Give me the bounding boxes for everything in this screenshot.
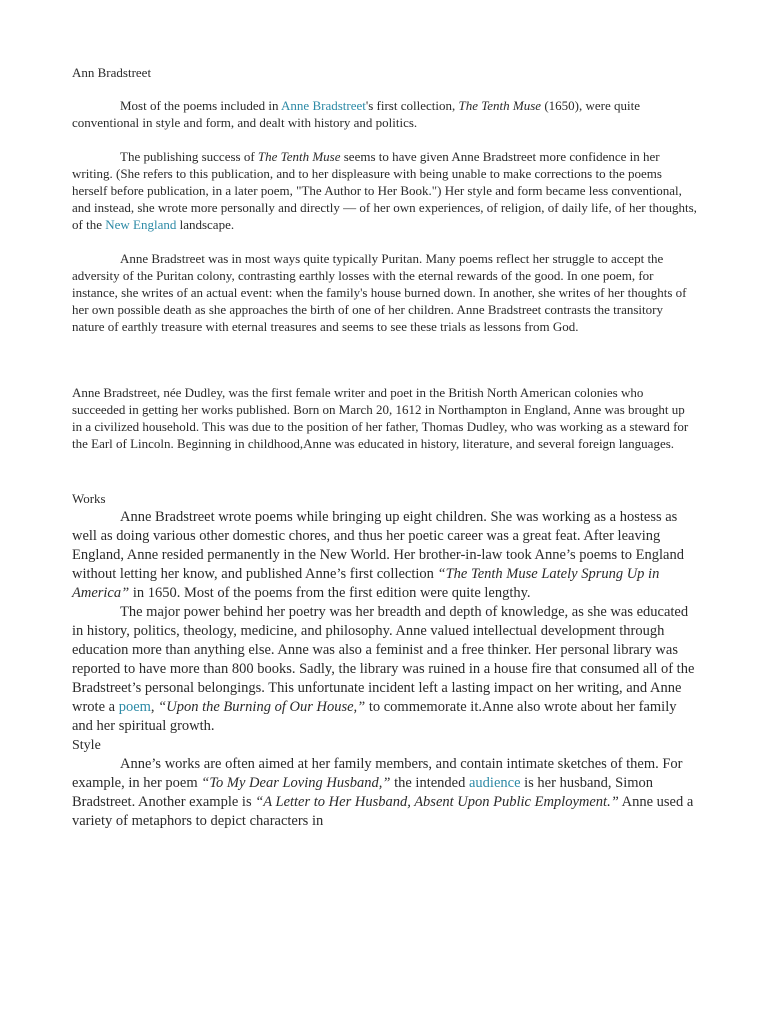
italic-title: “A Letter to Her Husband, Absent Upon Public Employment.”: [255, 794, 619, 810]
paragraph-4: Anne Bradstreet, née Dudley, was the first female writer and poet in the British North American colonies who succeeded in getting her works published. Born on March 20, 1612 in Northampton in England, Anne was brought up in a civilized household. This was due to the position of her father, Thomas Dudley, who was working as a steward for the Earl of Lincoln. Beginning in childhood,Anne was educated in history, literature, and several foreign languages.: [72, 385, 689, 451]
works-heading: Works: [72, 491, 106, 506]
link-audience[interactable]: audience: [468, 775, 521, 791]
style-heading: Style: [72, 738, 101, 753]
link-anne-bradstreet[interactable]: Anne Bradstreet: [281, 98, 366, 113]
italic-title: “To My Dear Loving Husband,”: [201, 775, 391, 791]
link-poem[interactable]: poem: [118, 699, 151, 715]
document-page: [72, 64, 698, 831]
italic-title: “Upon the Burning of Our House,”: [158, 699, 366, 715]
spacer: [72, 469, 698, 489]
italic-title: The Tenth Muse: [458, 98, 542, 113]
spacer: [72, 352, 698, 384]
link-new-england[interactable]: New England: [105, 217, 177, 232]
paragraph-1: Most of the poems included in Anne Bradstreet's first collection, The Tenth Muse (1650), were quite conventional in style and form, and dealt with history and politics.: [72, 98, 640, 130]
italic-title: “The Tenth Muse Lately Sprung Up in America”: [72, 566, 660, 601]
works-section: [72, 489, 698, 831]
paragraph-2: The publishing success of The Tenth Muse seems to have given Anne Bradstreet more confidence in her writing. (She refers to this publication, and to her displeasure with being unable to make corrections to the poems herself before publication, in a later poem, "The Author to Her Book.") Her style and form became less conventional, and instead, she wrote more personally and directly — of her own experiences, of religion, of daily life, of her thoughts, of the New England landscape.: [72, 149, 697, 232]
paragraph-6: The major power behind her poetry was her breadth and depth of knowledge, as she was educated in history, politics, theology, medicine, and philosophy. Anne valued intellectual development through education more than anything else. Anne was also a feminist and a free thinker. Her personal library was reported to have more than 800 books. Sadly, the library was ruined in a house fire that consumed all of the Bradstreet’s personal belongings. This unfortunate incident left a lasting impact on her writing, and Anne wrote a poem, “Upon the Burning of Our House,” to commemorate it.Anne also wrote about her family and her spiritual growth.: [72, 604, 695, 734]
paragraph-5: Anne Bradstreet wrote poems while bringing up eight children. She was working as a hostess as well as doing various other domestic chores, and thus her poetic career was a great feat. After leaving England, Anne resided permanently in the New World. Her brother-in-law took Anne’s poems to England without letting her know, and published Anne’s first collection “The Tenth Muse Lately Sprung Up in America” in 1650. Most of the poems from the first edition were quite lengthy.: [72, 509, 684, 601]
document-title: Ann Bradstreet: [72, 65, 152, 80]
paragraph-3: Anne Bradstreet was in most ways quite typically Puritan. Many poems reflect her struggle to accept the adversity of the Puritan colony, contrasting earthly losses with the eternal rewards of the good. In one poem, for instance, she writes of an actual event: when the family's house burned down. In another, she writes of her thoughts of her own possible death as she approaches the birth of one of her children. Anne Bradstreet contrasts the transitory nature of earthly treasure with eternal treasures and seems to see these trials as lessons from God.: [72, 251, 687, 334]
paragraph-7: Anne’s works are often aimed at her family members, and contain intimate sketches of them. For example, in her poem “To My Dear Loving Husband,” the intended audience is her husband, Simon Bradstreet. Another example is “A Letter to Her Husband, Absent Upon Public Employment.” Anne used a variety of metaphors to depict characters in: [72, 756, 694, 829]
italic-title: The Tenth Muse: [257, 149, 341, 164]
